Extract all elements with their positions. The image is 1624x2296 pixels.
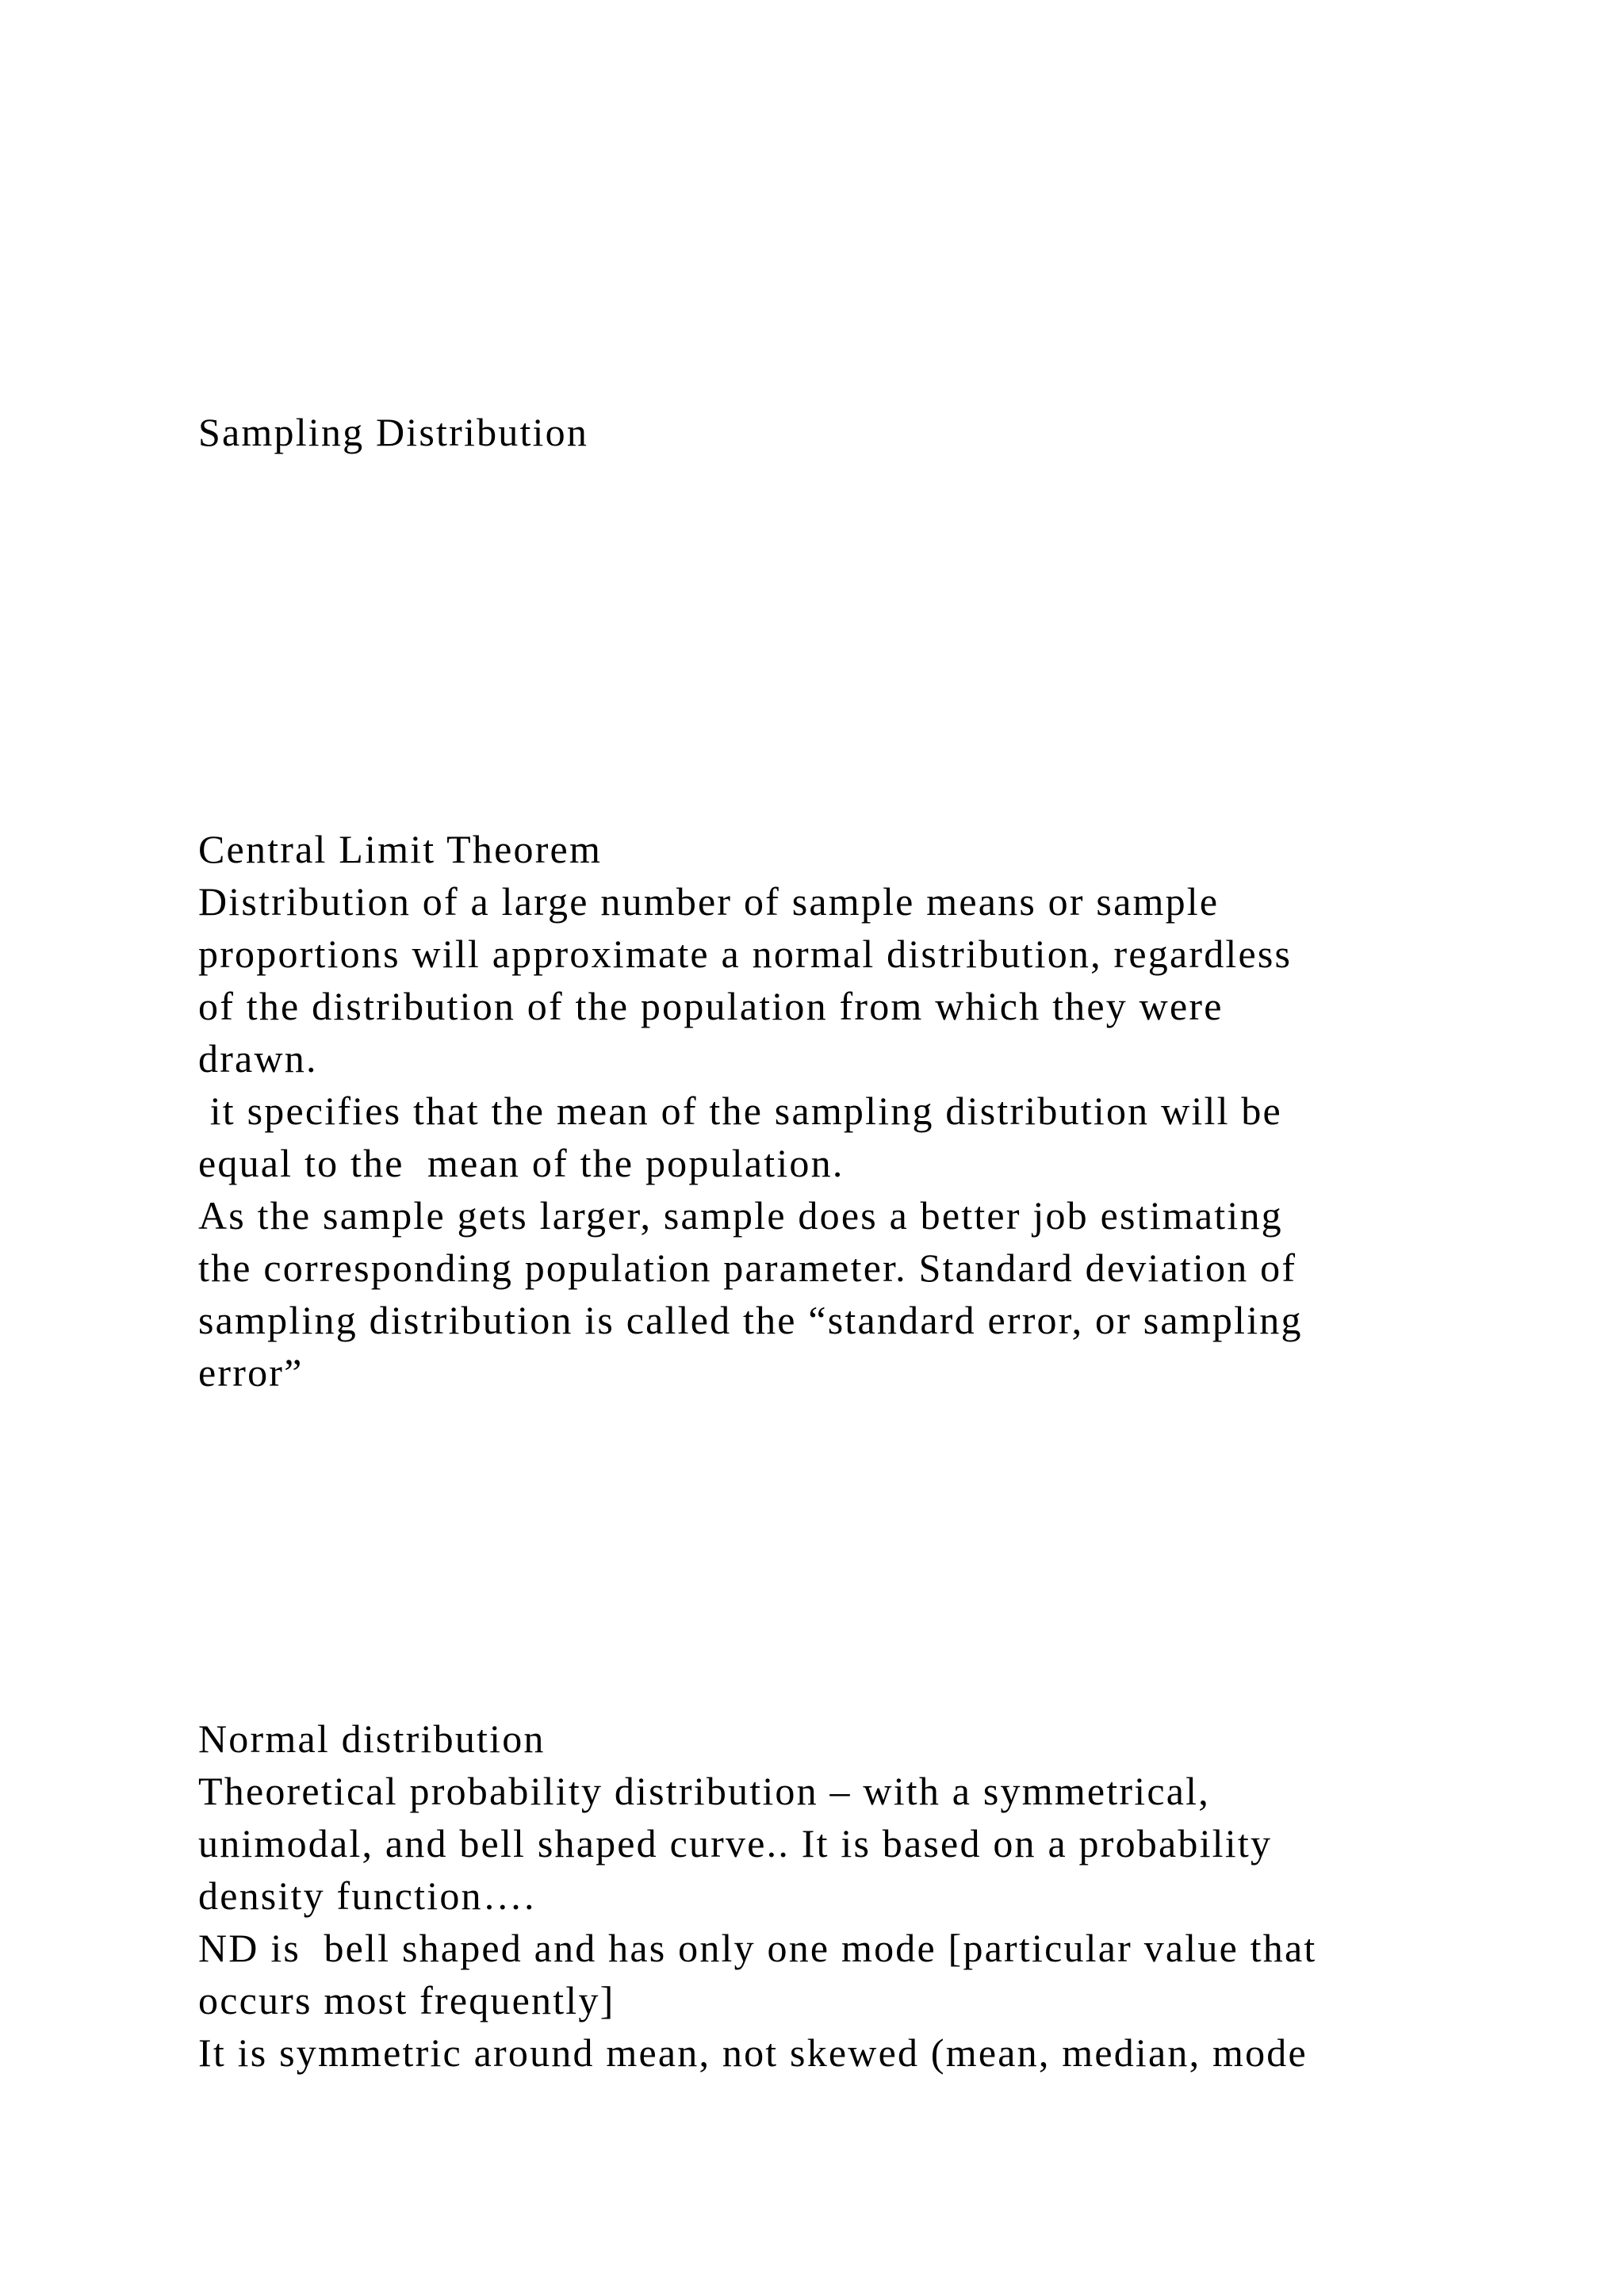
clt-text-line-4: drawn. <box>198 1036 318 1081</box>
nd-text-line-2: unimodal, and bell shaped curve.. It is based on a probability <box>198 1821 1273 1866</box>
clt-text-line-8: the corresponding population parameter. Standard deviation of <box>198 1246 1297 1290</box>
nd-text-line-1: Theoretical probability distribution – with a symmetrical, <box>198 1769 1210 1813</box>
nd-text-line-6: It is symmetric around mean, not skewed (mean, median, mode <box>198 2030 1308 2075</box>
clt-text-line-2: proportions will approximate a normal distribution, regardless <box>198 932 1293 976</box>
clt-text-line-6: equal to the mean of the population. <box>198 1141 845 1185</box>
clt-text-line-1: Distribution of a large number of sample means or sample <box>198 879 1220 924</box>
clt-text-line-7: As the sample gets larger, sample does a better job estimating <box>198 1193 1283 1238</box>
section-heading-central-limit-theorem: Central Limit Theorem <box>198 827 603 871</box>
nd-text-line-3: density function…. <box>198 1873 536 1918</box>
clt-text-line-10: error” <box>198 1350 304 1395</box>
nd-text-line-5: occurs most frequently] <box>198 1978 615 2022</box>
clt-text-line-5: it specifies that the mean of the sampling distribution will be <box>198 1089 1282 1133</box>
nd-text-line-4: ND is bell shaped and has only one mode [particular value that <box>198 1926 1317 1970</box>
clt-text-line-3: of the distribution of the population from which they were <box>198 984 1224 1028</box>
clt-text-line-9: sampling distribution is called the “standard error, or sampling <box>198 1298 1303 1342</box>
document-title: Sampling Distribution <box>198 410 589 454</box>
section-heading-normal-distribution: Normal distribution <box>198 1716 546 1761</box>
